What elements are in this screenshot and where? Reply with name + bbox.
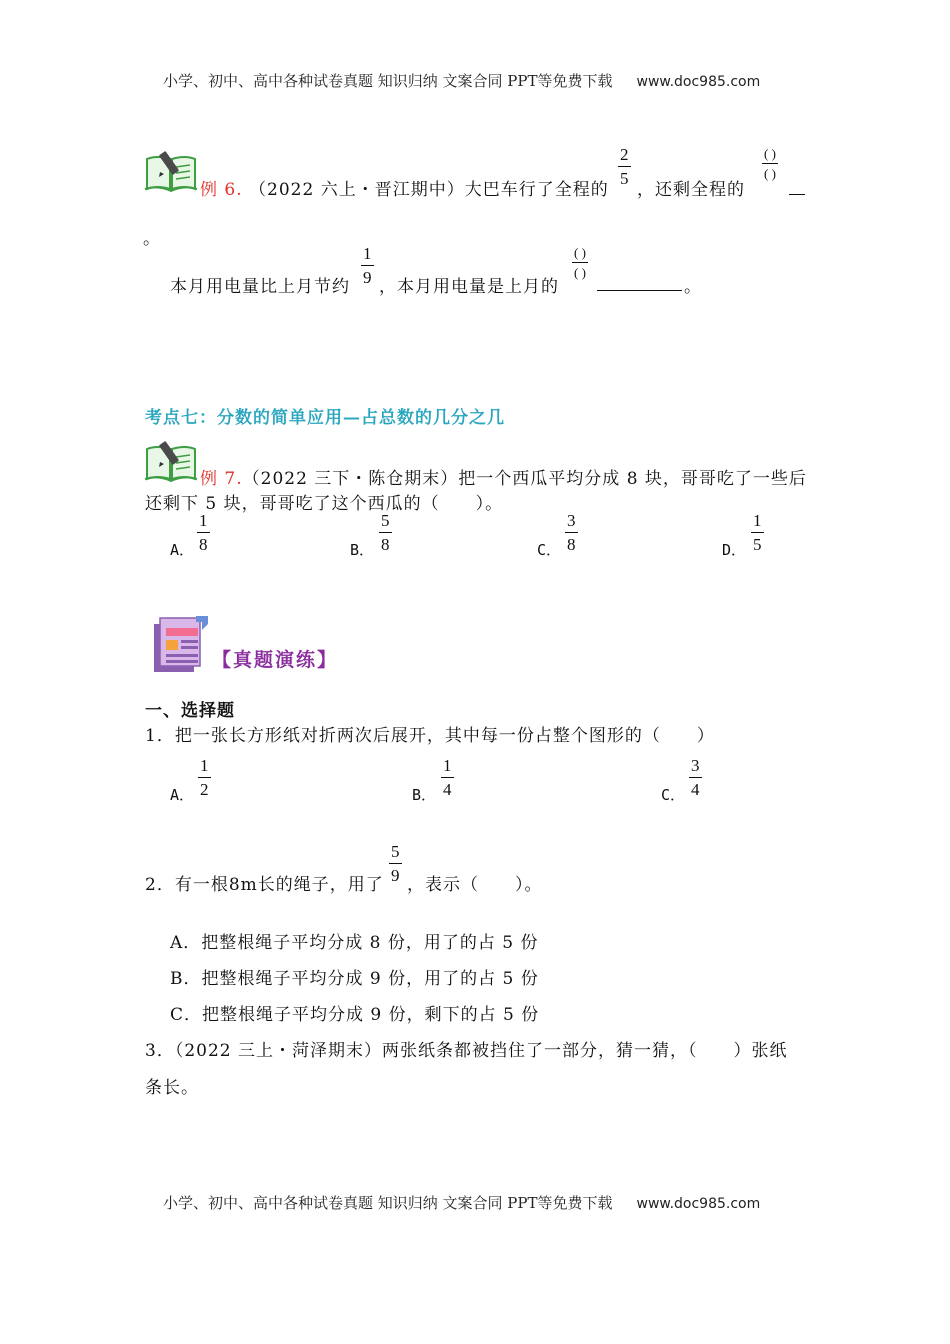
example7-option-c-letter[interactable]: C．	[537, 541, 562, 559]
example6-fraction-1	[618, 146, 631, 187]
example7-line1	[200, 464, 807, 489]
q2-option-b[interactable]: B．把整根绳子平均分成 9 份，用了的占 5 份	[170, 969, 539, 989]
q1-option-a-letter[interactable]: A．	[170, 786, 195, 804]
q2-option-a[interactable]: A．把整根绳子平均分成 8 份，用了的占 5 份	[170, 933, 539, 953]
topic7-title: 考点七：分数的简单应用—占总数的几分之几	[145, 408, 505, 428]
example6-line2-end: 。	[684, 277, 702, 297]
q2-text-b: ，表示（ ）。	[407, 875, 543, 895]
fraction-numerator: 2	[620, 145, 629, 164]
example7-option-b-fraction	[379, 512, 392, 553]
example7-option-a-letter[interactable]: A．	[170, 541, 195, 559]
fraction-denominator: 9	[391, 866, 400, 885]
fraction-denominator: 4	[443, 780, 452, 799]
fraction-denominator: 2	[200, 780, 209, 799]
example7-line2: 还剩下 5 块，哥哥吃了这个西瓜的（ ）。	[145, 494, 504, 514]
book-pencil-icon	[143, 435, 199, 487]
page-footer	[163, 1192, 760, 1213]
q2-fraction	[389, 843, 402, 884]
example7-label: 例 7.	[200, 469, 243, 489]
example6-text-a: （2022 六上・晋江期中）大巴车行了全程的	[249, 180, 609, 200]
q2-option-c[interactable]: C．把整根绳子平均分成 9 份，剩下的占 5 份	[170, 1005, 540, 1025]
example6-line2-b: ，本月用电量是上月的	[379, 277, 559, 297]
example7-option-a-fraction	[197, 512, 210, 553]
fraction-numerator: 3	[691, 756, 700, 775]
fraction-numerator: ( )	[764, 146, 776, 161]
q1-option-a-fraction	[198, 757, 211, 798]
example6-label: 例 6.	[200, 180, 243, 200]
fraction-denominator: ( )	[574, 265, 586, 280]
example6-end-mark: 。	[143, 229, 161, 249]
example6-line2-blank	[597, 290, 682, 291]
fraction-denominator: 8	[381, 535, 390, 554]
page-header	[163, 70, 760, 91]
q1-option-b-letter[interactable]: B．	[412, 786, 437, 804]
example6-fraction-blank-2	[572, 246, 588, 279]
fraction-numerator: 3	[567, 511, 576, 530]
q2-text-a: 2．有一根8m长的绳子，用了	[145, 875, 384, 895]
fraction-denominator: 8	[567, 535, 576, 554]
example6-line1	[200, 175, 609, 200]
fraction-denominator: 9	[363, 268, 372, 287]
example6-line2-a: 本月用电量比上月节约	[170, 277, 350, 297]
q3-line1: 3．（2022 三上・菏泽期末）两张纸条都被挡住了一部分，猜一猜，（ ）张纸	[145, 1041, 788, 1061]
book-pencil-icon	[143, 145, 199, 197]
example7-text: （2022 三下・陈仓期末）把一个西瓜平均分成 8 块，哥哥吃了一些后	[242, 469, 807, 489]
fraction-denominator: 5	[753, 535, 762, 554]
fraction-numerator: 1	[199, 511, 208, 530]
fraction-denominator: ( )	[764, 166, 776, 181]
section1-title: 一、选择题	[145, 701, 235, 721]
example6-answer-blank	[789, 194, 805, 195]
fraction-numerator: 5	[381, 511, 390, 530]
fraction-denominator: 8	[199, 535, 208, 554]
q1-option-c-letter[interactable]: C．	[661, 786, 686, 804]
example6-fraction-blank	[762, 147, 778, 180]
example6-fraction-2	[361, 245, 374, 286]
fraction-numerator: 1	[753, 511, 762, 530]
fraction-denominator: 4	[691, 780, 700, 799]
example7-option-d-fraction	[751, 512, 764, 553]
fraction-numerator: ( )	[574, 245, 586, 260]
header-site: www.doc985.com	[636, 74, 761, 90]
fraction-numerator: 1	[363, 244, 372, 263]
example6-text-b: ，还剩全程的	[637, 180, 745, 200]
example7-option-b-letter[interactable]: B．	[350, 541, 375, 559]
header-text: 小学、初中、高中各种试卷真题 知识归纳 文案合同 PPT等免费下载	[163, 72, 613, 90]
example7-option-c-fraction	[565, 512, 578, 553]
practice-title: 【真题演练】	[212, 649, 339, 671]
footer-text: 小学、初中、高中各种试卷真题 知识归纳 文案合同 PPT等免费下载	[163, 1194, 613, 1212]
fraction-numerator: 1	[200, 756, 209, 775]
footer-site: www.doc985.com	[636, 1196, 761, 1212]
fraction-numerator: 5	[391, 842, 400, 861]
q1-option-b-fraction	[441, 757, 454, 798]
example7-option-d-letter[interactable]: D．	[722, 541, 747, 559]
q1-option-c-fraction	[689, 757, 702, 798]
q3-line2: 条长。	[145, 1078, 199, 1098]
fraction-denominator: 5	[620, 169, 629, 188]
q1-text: 1．把一张长方形纸对折两次后展开，其中每一份占整个图形的（ ）	[145, 726, 715, 746]
fraction-numerator: 1	[443, 756, 452, 775]
document-stack-icon	[152, 612, 210, 678]
